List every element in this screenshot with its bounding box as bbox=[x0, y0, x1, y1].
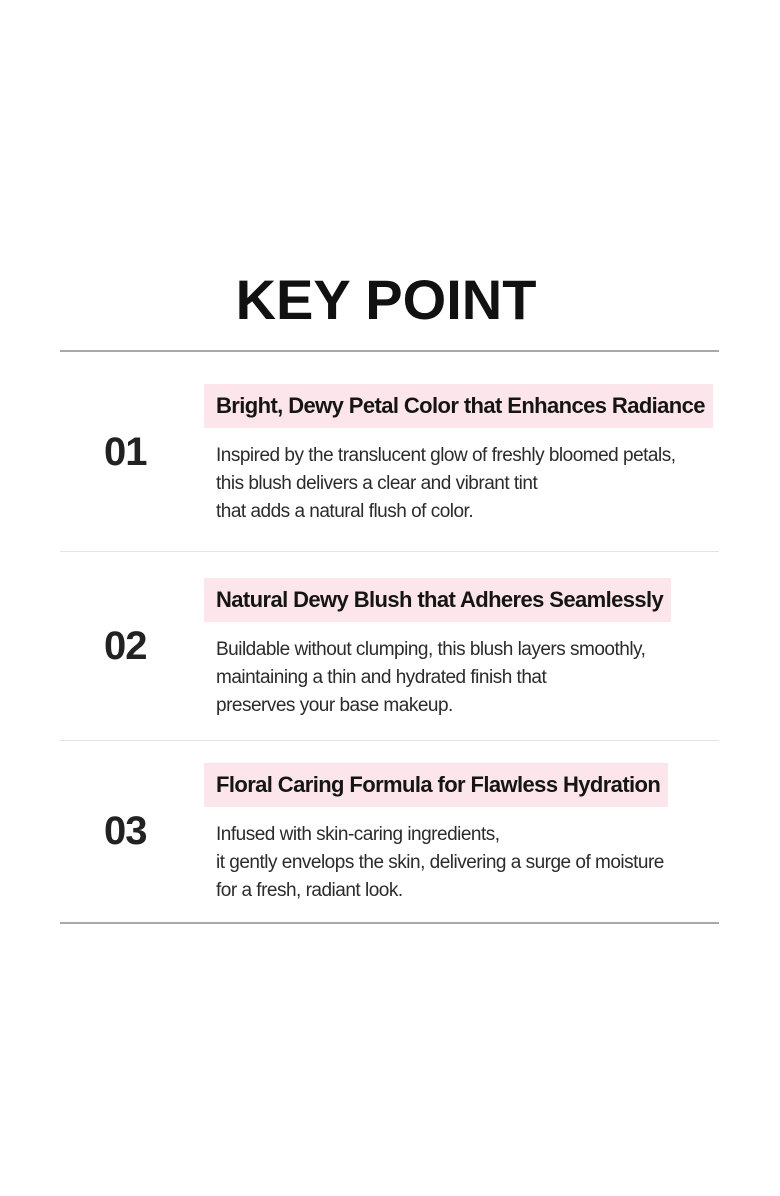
description-line: it gently envelops the skin, delivering a surge of moisture bbox=[216, 852, 664, 873]
description-line: for a fresh, radiant look. bbox=[216, 880, 403, 901]
point-number: 02 bbox=[104, 624, 147, 668]
bottom-rule bbox=[60, 922, 719, 924]
page-title: KEY POINT bbox=[235, 268, 537, 331]
point-description bbox=[216, 821, 736, 905]
top-rule bbox=[60, 350, 719, 352]
description-line: Inspired by the translucent glow of freshly bloomed petals, bbox=[216, 445, 676, 466]
description-line: this blush delivers a clear and vibrant tint bbox=[216, 473, 538, 494]
point-number: 01 bbox=[104, 430, 147, 474]
point-headline: Bright, Dewy Petal Color that Enhances Radiance bbox=[204, 384, 713, 428]
description-line: Buildable without clumping, this blush layers smoothly, bbox=[216, 639, 646, 660]
description-line: Infused with skin-caring ingredients, bbox=[216, 824, 500, 845]
point-description bbox=[216, 636, 736, 720]
point-headline: Natural Dewy Blush that Adheres Seamlessly bbox=[204, 578, 671, 622]
description-line: maintaining a thin and hydrated finish that bbox=[216, 667, 547, 688]
section-divider bbox=[60, 740, 719, 741]
point-description bbox=[216, 442, 736, 526]
section-divider bbox=[60, 551, 719, 552]
description-line: preserves your base makeup. bbox=[216, 695, 453, 716]
description-line: that adds a natural flush of color. bbox=[216, 501, 474, 522]
point-number: 03 bbox=[104, 809, 147, 853]
point-headline: Floral Caring Formula for Flawless Hydration bbox=[204, 763, 668, 807]
